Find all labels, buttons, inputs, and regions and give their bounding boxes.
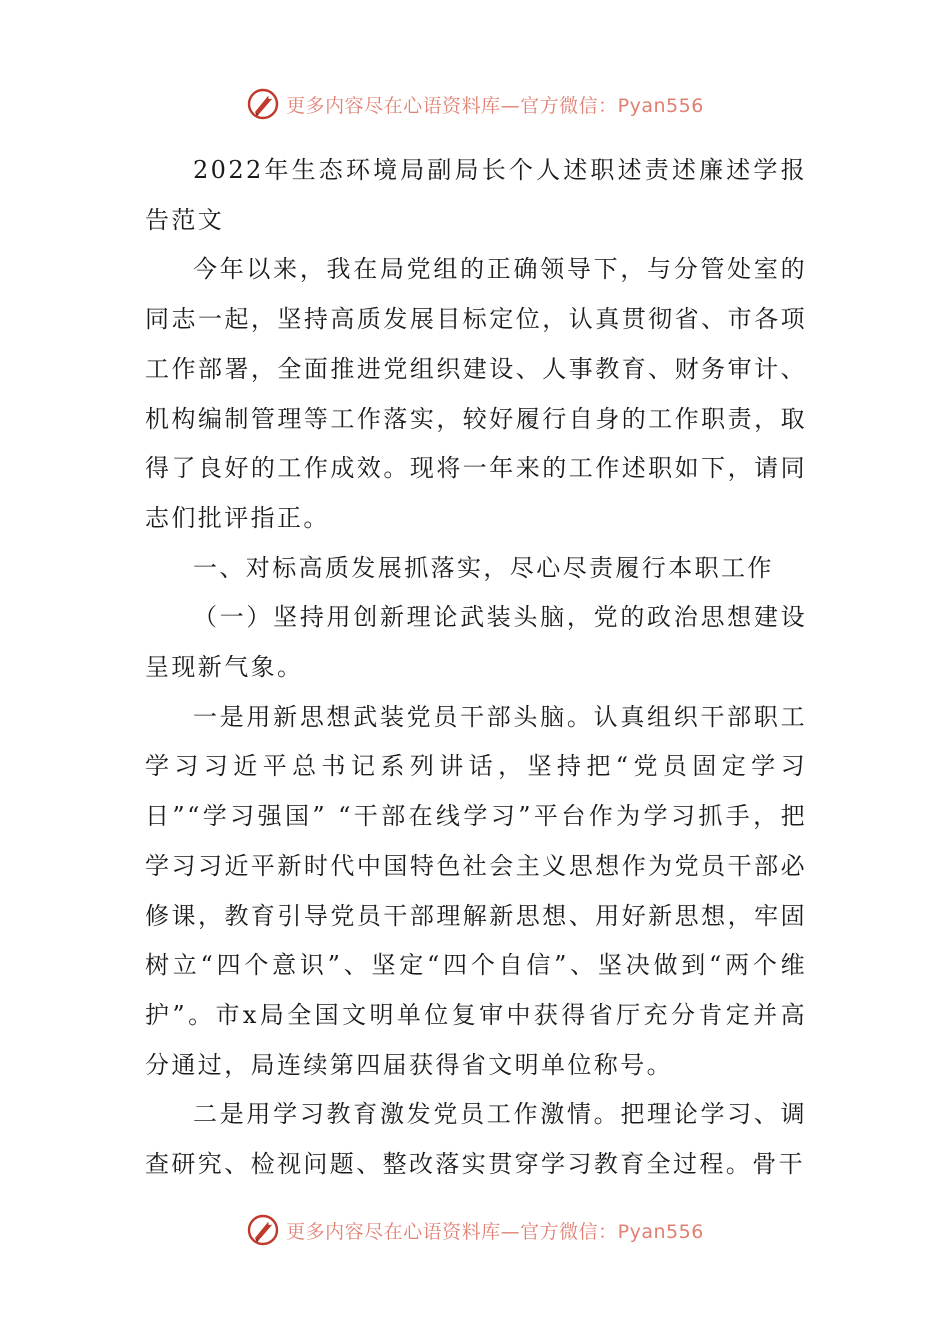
paragraph-item-two: 二是用学习教育激发党员工作激情。把理论学习、调查研究、检视问题、整改落实贯穿学习教育全过程。骨干: [145, 1100, 807, 1179]
header-watermark-banner: [0, 82, 950, 126]
paragraph-item-one: 一是用新思想武装党员干部头脑。认真组织干部职工学习习近平总书记系列讲话，坚持把“党员固定学习日”“学习强国” “干部在线学习”平台作为学习抓手，把学习习近平新时代中国特色社会主义思想作为党员干部必修课，教育引导党员干部理解新思想、用好新思想，牢固树立“四个意识”、坚定“四个自信”、坚决做到“两个维护”。市x局全国文明单位复审中获得省厅充分肯定并高分通过，局连续第四届获得省文明单位称号。: [145, 702, 807, 1079]
footer-watermark-banner: [0, 1208, 950, 1252]
watermark-text: 更多内容尽在心语资料库—官方微信：Pyan556: [286, 94, 704, 117]
watermark-text: 更多内容尽在心语资料库—官方微信：Pyan556: [286, 1220, 704, 1243]
pen-emblem-icon: [246, 87, 280, 121]
section-heading: 一、对标高质发展抓落实，尽心尽责履行本职工作: [193, 553, 774, 582]
paragraph-intro: 今年以来，我在局党组的正确领导下，与分管处室的同志一起，坚持高质发展目标定位，认真贯彻省、市各项工作部署，全面推进党组织建设、人事教育、财务审计、机构编制管理等工作落实，较好履行自身的工作职责，取得了良好的工作成效。现将一年来的工作述职如下，请同志们批评指正。: [145, 255, 807, 532]
subsection-heading: （一）坚持用创新理论武装头脑，党的政治思想建设呈现新气象。: [145, 603, 807, 682]
document-body: [145, 146, 807, 1190]
document-title: 2022年生态环境局副局长个人述职述责述廉述学报告范文: [145, 156, 807, 234]
pen-emblem-icon: [246, 1213, 280, 1247]
